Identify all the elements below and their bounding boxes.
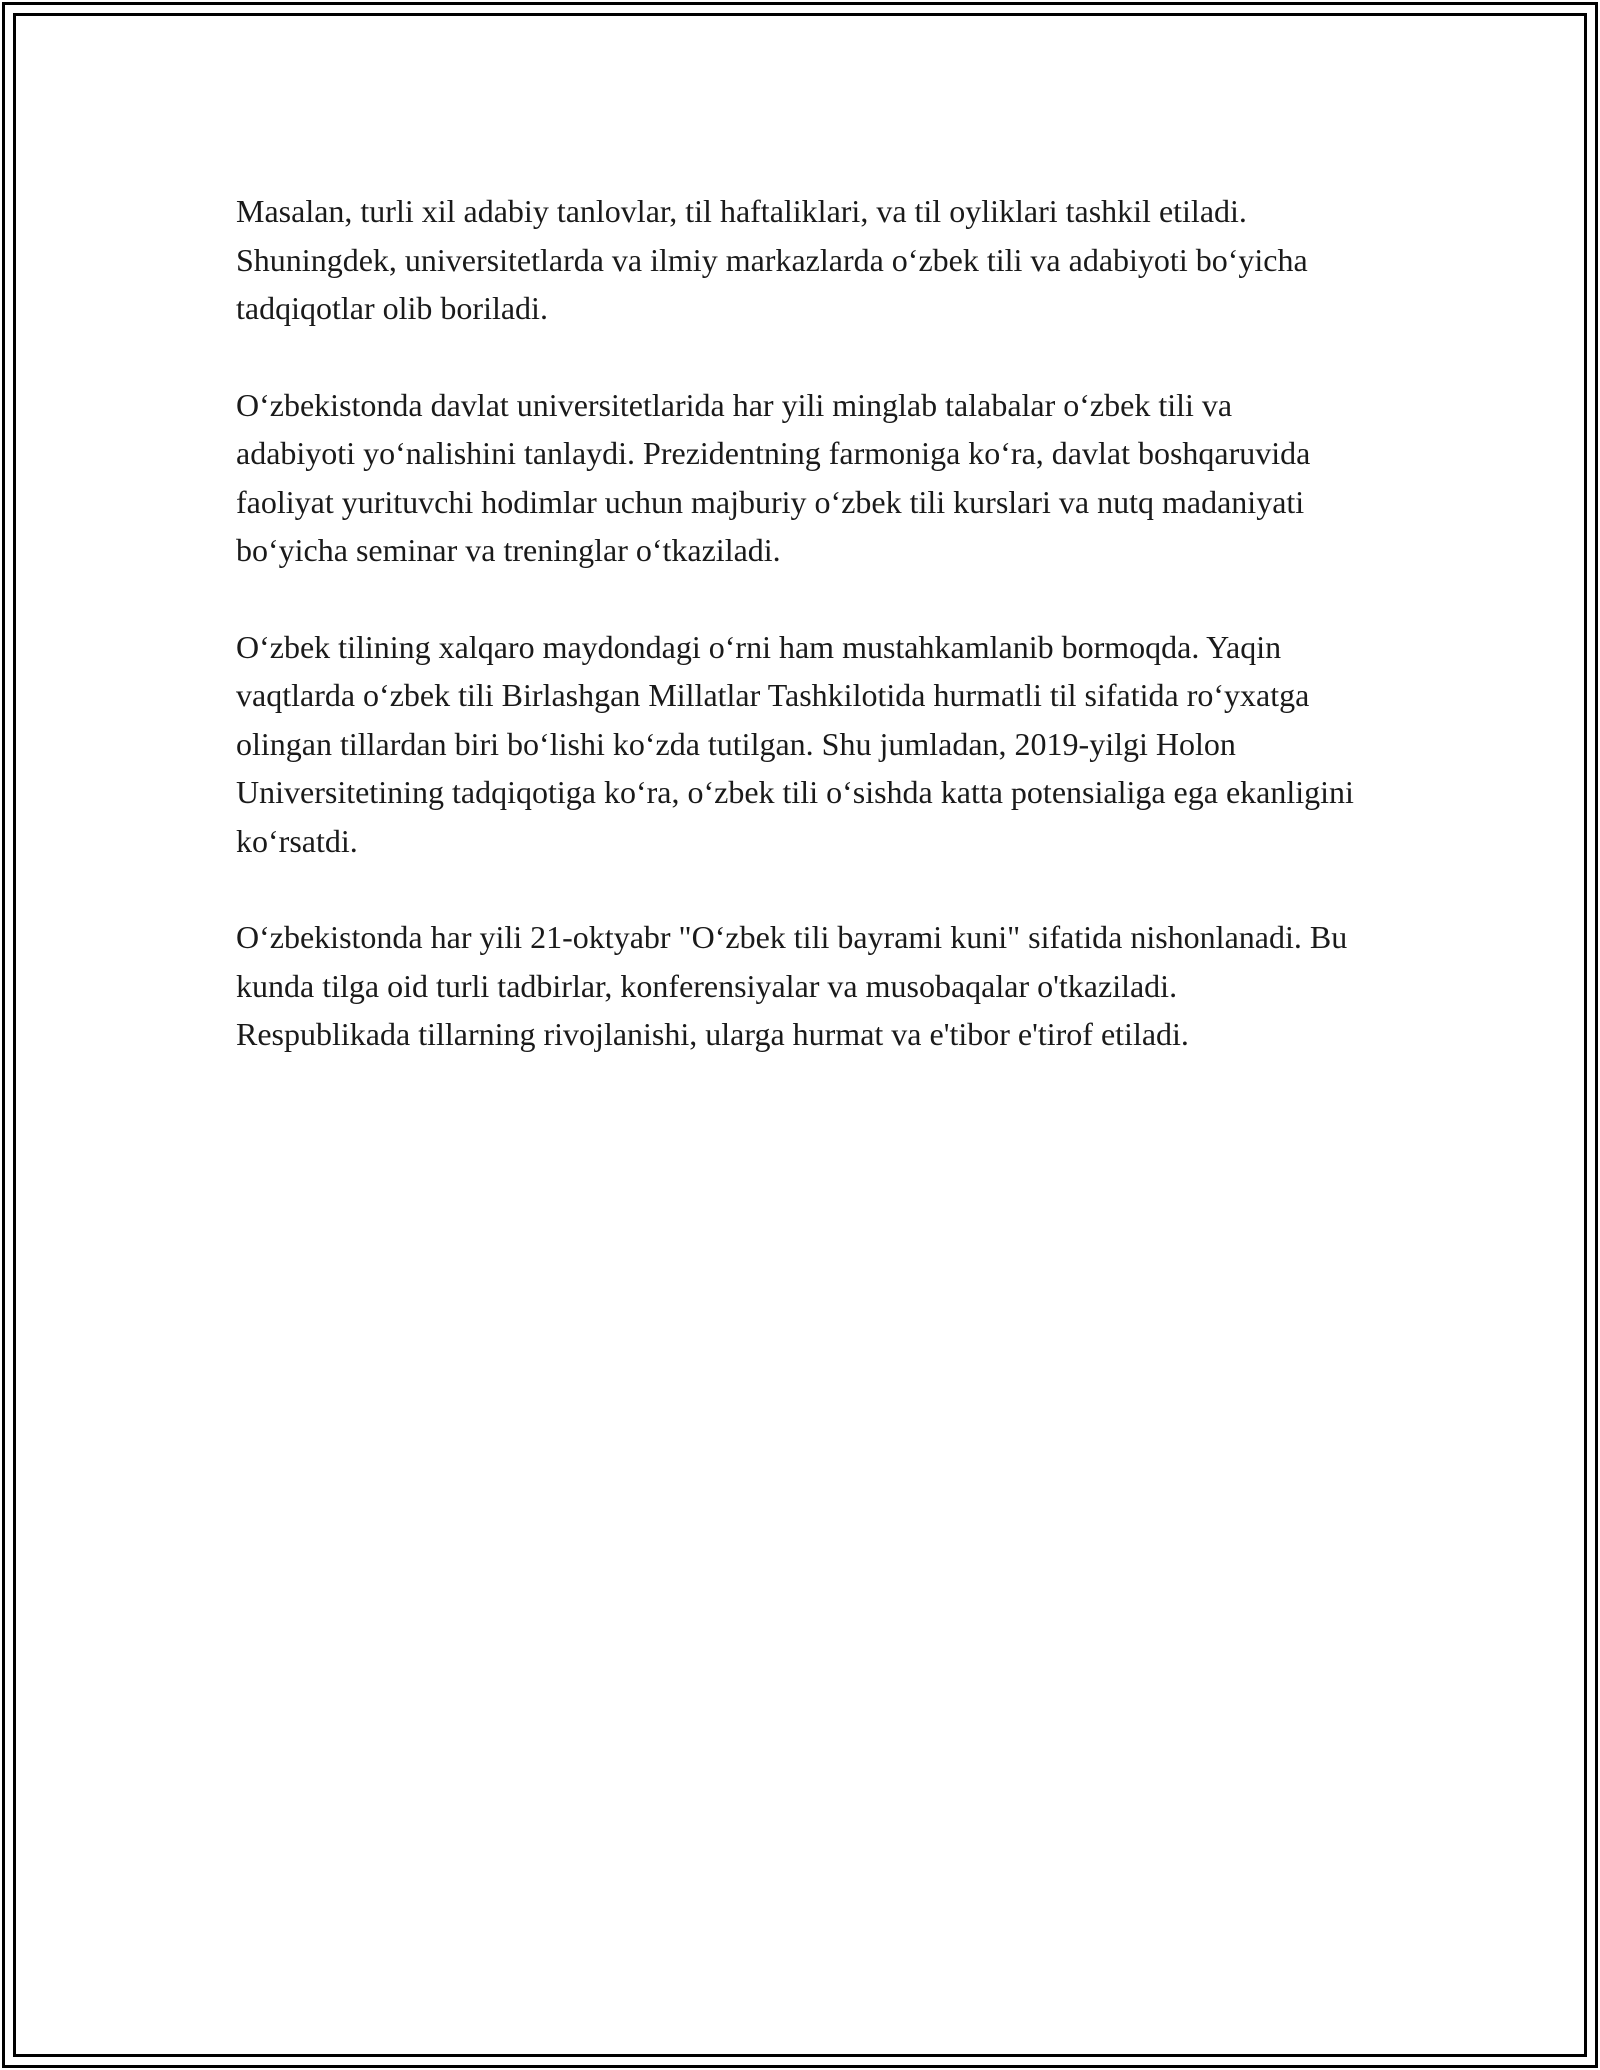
paragraph-international-status: Oʻzbek tilining xalqaro maydondagi oʻrni ham mustahkamlanib bormoqda. Yaqin vaqtlarda oʻzbek tili Birlashgan Millatlar Tashkilotida hurmatli til sifatida roʻyxatga olingan tillardan biri boʻlishi koʻzda tutilgan. Shu jumladan, 2019-yilgi Holon Universitetining tadqiqotiga koʻra, oʻzbek tili oʻsishda katta potensialiga ega ekanligini koʻrsatdi. [236, 628, 1354, 859]
paragraph-language-day: Oʻzbekistonda har yili 21-oktyabr "Oʻzbek tili bayrami kuni" sifatida nishonlanadi. Bu kunda tilga oid turli tadbirlar, konferensiyalar va musobaqalar o'tkaziladi. Respublikada tillarning rivojlanishi, ularga hurmat va e'tibor e'tirof etiladi. [236, 919, 1348, 1052]
paragraph-literary-events: Masalan, turli xil adabiy tanlovlar, til haftaliklari, va til oyliklari tashkil etiladi. Shuningdek, universitetlarda va ilmiy markazlarda oʻzbek tili va adabiyoti boʻyicha tadqiqotlar olib boriladi. [236, 193, 1308, 326]
document-body [236, 187, 1356, 1107]
paragraph-university-programs: Oʻzbekistonda davlat universitetlarida har yili minglab talabalar oʻzbek tili va adabiyoti yoʻnalishini tanlaydi. Prezidentning farmoniga koʻra, davlat boshqaruvida faoliyat yurituvchi hodimlar uchun majburiy oʻzbek tili kurslari va nutq madaniyati boʻyicha seminar va treninglar oʻtkaziladi. [236, 386, 1311, 568]
